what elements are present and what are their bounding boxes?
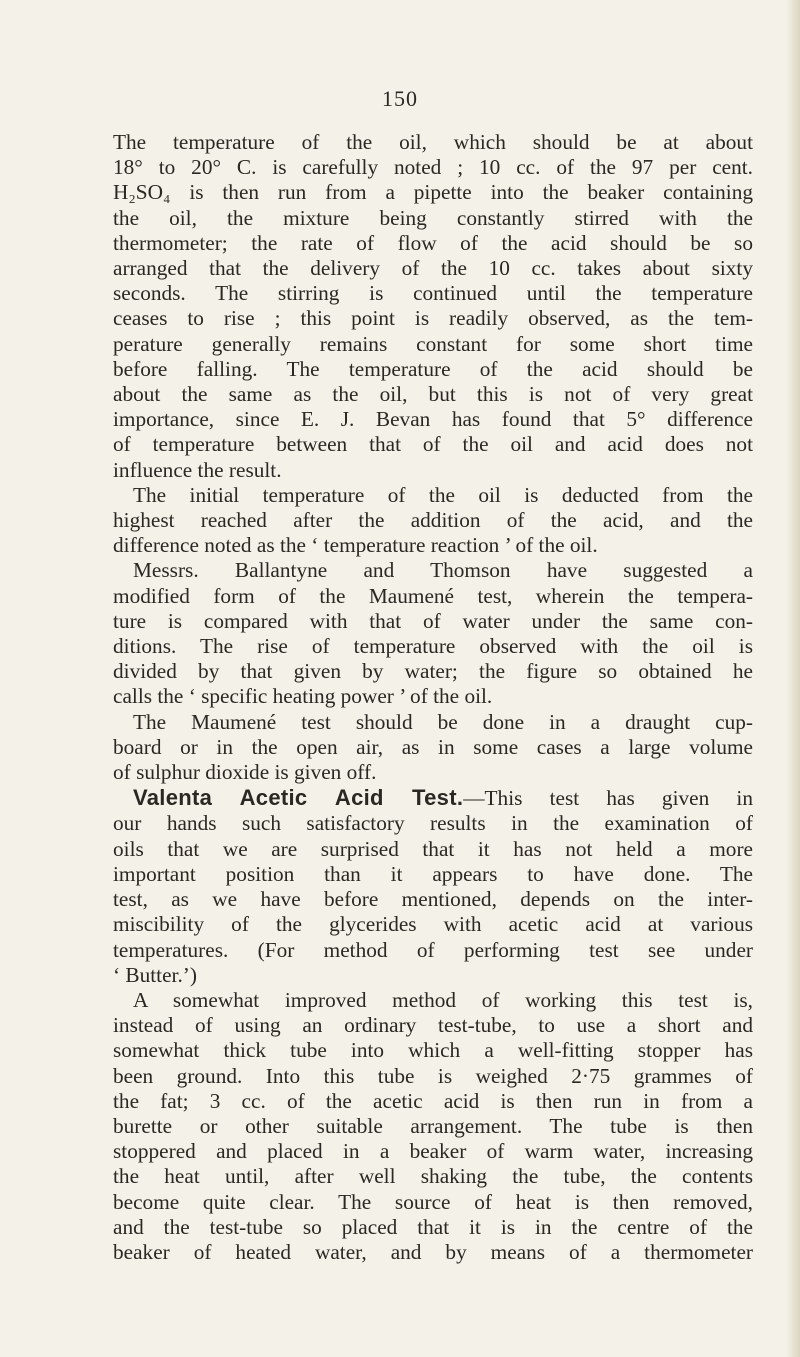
line-text: seconds. The stirring is continued until the temperature xyxy=(113,281,753,306)
text-line xyxy=(113,458,753,483)
text-line xyxy=(113,710,753,735)
text-line xyxy=(113,306,753,331)
line-text: the heat until, after well shaking the tube, the contents xyxy=(113,1164,753,1189)
line-text: somewhat thick tube into which a well-fitting stopper has xyxy=(113,1038,753,1063)
text-line xyxy=(113,1190,753,1215)
text-line xyxy=(113,533,753,558)
line-text: our hands such satisfactory results in the examination of xyxy=(113,811,753,836)
text-line xyxy=(113,760,753,785)
line-text: modified form of the Maumené test, wherein the tempera- xyxy=(113,583,753,608)
text-line xyxy=(113,887,753,912)
line-text: thermometer; the rate of flow of the acid should be so xyxy=(113,230,753,255)
line-text: calls the ‘ specific heating power ’ of the oil. xyxy=(113,684,493,709)
page-edge-shading xyxy=(786,0,800,1357)
line-text: A somewhat improved method of working this test is, xyxy=(133,987,753,1012)
text-line xyxy=(113,1013,753,1038)
text-line xyxy=(113,382,753,407)
text-line xyxy=(113,180,753,205)
line-text: arranged that the delivery of the 10 cc. takes about sixty xyxy=(113,256,753,281)
line-text: —This test has given in xyxy=(463,786,753,811)
line-text: test, as we have before mentioned, depends on the inter- xyxy=(113,887,753,912)
line-text: oils that we are surprised that it has not held a more xyxy=(113,836,753,861)
text-line xyxy=(113,1215,753,1240)
line-text: of sulphur dioxide is given off. xyxy=(113,760,377,785)
line-text: temperatures. (For method of performing test see under xyxy=(113,937,753,962)
text-line xyxy=(113,837,753,862)
line-text: Messrs. Ballantyne and Thomson have suggested a xyxy=(133,558,753,583)
line-text: of temperature between that of the oil and acid does not xyxy=(113,432,753,457)
line-text: The initial temperature of the oil is deducted from the xyxy=(133,482,753,507)
line-text: miscibility of the glycerides with acetic acid at various xyxy=(113,912,753,937)
text-line xyxy=(113,862,753,887)
text-line xyxy=(113,609,753,634)
text-line xyxy=(113,432,753,457)
page-number: 150 xyxy=(382,86,418,111)
line-text: before falling. The temperature of the acid should be xyxy=(113,356,753,381)
line-text: difference noted as the ‘ temperature reaction ’ of the oil. xyxy=(113,533,598,558)
text-line xyxy=(113,735,753,760)
text-line xyxy=(113,963,753,988)
line-text: instead of using an ordinary test-tube, to use a short and xyxy=(113,1013,753,1038)
body-text xyxy=(113,130,753,1265)
text-line xyxy=(113,584,753,609)
line-text: ditions. The rise of temperature observed with the oil is xyxy=(113,634,753,659)
line-text: been ground. Into this tube is weighed 2·75 grammes of xyxy=(113,1063,753,1088)
text-line xyxy=(113,785,753,811)
text-line xyxy=(113,1114,753,1139)
text-line xyxy=(113,938,753,963)
text-line xyxy=(113,483,753,508)
line-text: The temperature of the oil, which should be at about xyxy=(113,130,753,154)
line-text: The Maumené test should be done in a draught cup- xyxy=(133,709,753,734)
line-text: burette or other suitable arrangement. The tube is then xyxy=(113,1113,753,1138)
text-line xyxy=(113,558,753,583)
line-text: influence the result. xyxy=(113,457,282,482)
text-line xyxy=(113,256,753,281)
line-text: importance, since E. J. Bevan has found that 5° difference xyxy=(113,407,753,432)
line-text: stoppered and placed in a beaker of warm water, increasing xyxy=(113,1139,753,1164)
line-text: the oil, the mixture being constantly stirred with the xyxy=(113,205,753,230)
text-line xyxy=(113,130,753,155)
line-text: highest reached after the addition of the acid, and the xyxy=(113,508,753,533)
line-text: about the same as the oil, but this is not of very great xyxy=(113,382,753,407)
line-text: 18° to 20° C. is carefully noted ; 10 cc. of the 97 per cent. xyxy=(113,155,753,180)
text-line xyxy=(113,407,753,432)
text-line xyxy=(113,684,753,709)
text-line xyxy=(113,332,753,357)
text-line xyxy=(113,634,753,659)
text-line xyxy=(113,659,753,684)
text-line xyxy=(113,1064,753,1089)
line-text: H₂SO₄ is then run from a pipette into the beaker containing xyxy=(113,180,753,205)
text-line xyxy=(113,155,753,180)
text-line xyxy=(113,231,753,256)
section-heading: Valenta Acetic Acid Test. xyxy=(133,785,464,811)
text-line xyxy=(113,206,753,231)
text-line xyxy=(113,1038,753,1063)
text-line xyxy=(113,811,753,836)
text-line xyxy=(113,1089,753,1114)
text-line xyxy=(113,281,753,306)
line-text: and the test-tube so placed that it is in the centre of the xyxy=(113,1214,753,1239)
text-line xyxy=(113,1164,753,1189)
text-line xyxy=(113,508,753,533)
line-text: ceases to rise ; this point is readily observed, as the tem- xyxy=(113,306,753,331)
text-line xyxy=(113,1139,753,1164)
line-text: important position than it appears to have done. The xyxy=(113,861,753,886)
line-text: become quite clear. The source of heat is then removed, xyxy=(113,1189,753,1214)
line-text: beaker of heated water, and by means of a thermometer xyxy=(113,1239,753,1264)
line-text: board or in the open air, as in some cases a large volume xyxy=(113,734,753,759)
line-text: ‘ Butter.’) xyxy=(113,962,197,987)
line-text: the fat; 3 cc. of the acetic acid is then run in from a xyxy=(113,1088,753,1113)
line-text: divided by that given by water; the figure so obtained he xyxy=(113,659,753,684)
text-line xyxy=(113,1240,753,1265)
text-line xyxy=(113,988,753,1013)
line-text: perature generally remains constant for some short time xyxy=(113,331,753,356)
text-line xyxy=(113,912,753,937)
text-line xyxy=(113,357,753,382)
line-text: ture is compared with that of water under the same con- xyxy=(113,608,753,633)
